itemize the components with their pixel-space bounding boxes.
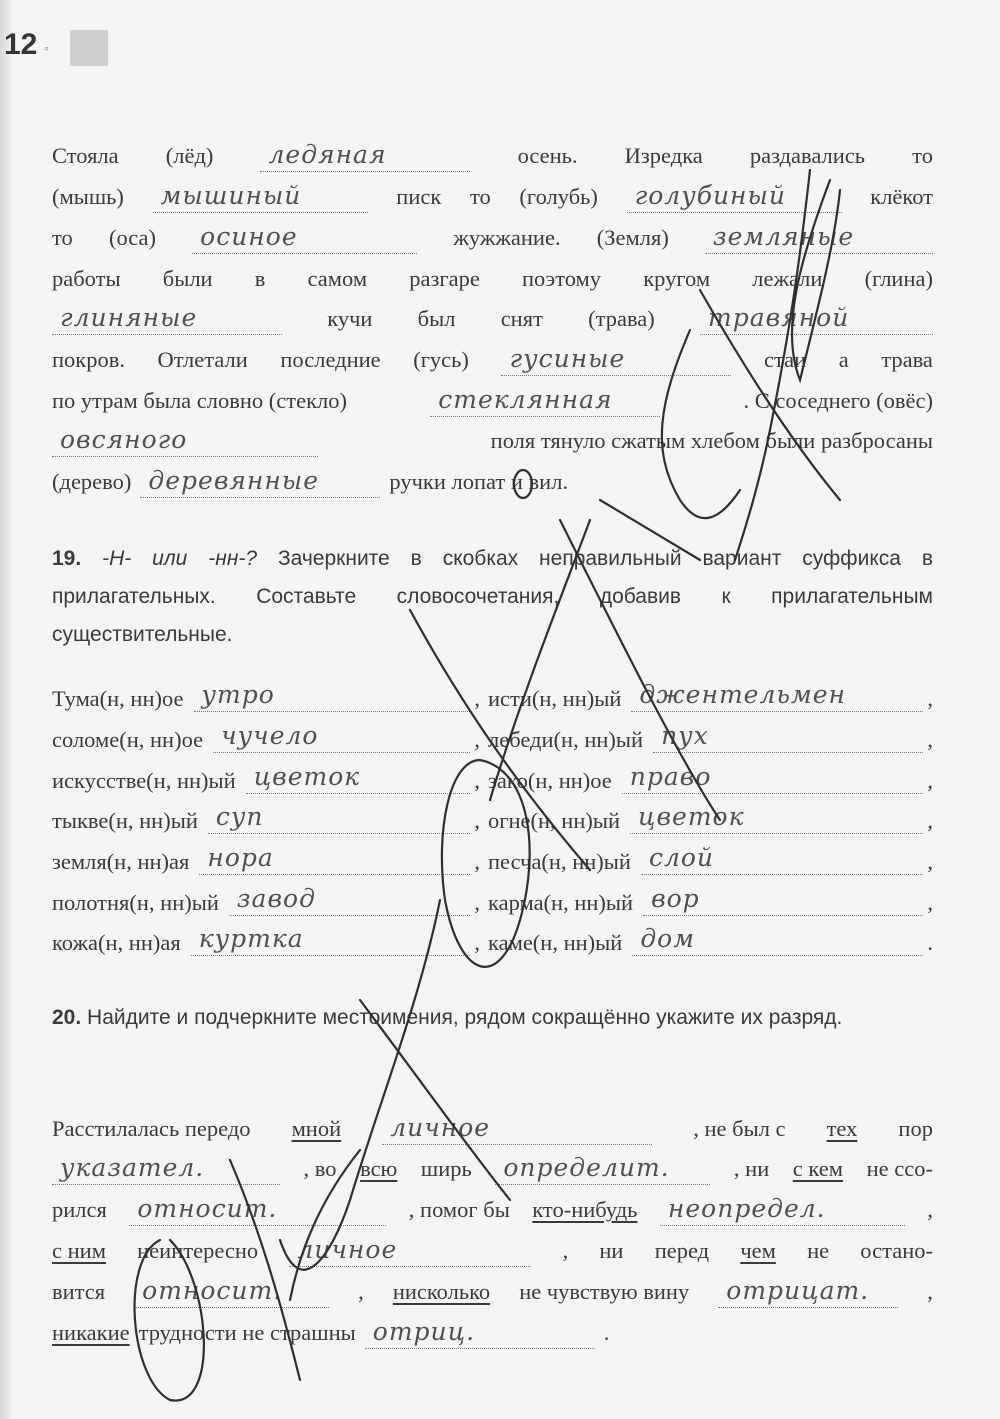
- right-item: [488, 924, 933, 956]
- text-line: [52, 1153, 933, 1185]
- text-line: [52, 1317, 933, 1349]
- answer-blank[interactable]: [260, 140, 470, 172]
- adjective-with-suffix-choice[interactable]: искусстве(н, нн)ый: [52, 768, 236, 793]
- punctuation: ,: [927, 686, 933, 711]
- punctuation: ,: [927, 890, 933, 915]
- answer-blank[interactable]: [194, 680, 471, 712]
- printed-text: , не был с: [693, 1116, 786, 1141]
- text-line: [52, 1113, 933, 1145]
- answer-blank[interactable]: [134, 1276, 329, 1308]
- answer-blank[interactable]: [52, 1153, 280, 1185]
- punctuation: ,: [474, 849, 480, 874]
- printed-text: Изредка: [624, 143, 703, 168]
- word-row: [52, 762, 933, 794]
- printed-text: стаи: [764, 347, 807, 372]
- handwritten-answer: отриц.: [372, 1317, 476, 1346]
- printed-text: последние: [280, 347, 381, 372]
- exercise-20-task: [52, 999, 933, 1037]
- left-item: [52, 721, 480, 753]
- punctuation: .: [927, 930, 933, 955]
- word-row: [52, 843, 933, 875]
- left-item: [52, 924, 480, 956]
- left-item: [52, 680, 480, 712]
- handwritten-answer: земляные: [712, 222, 855, 251]
- corner-tab: [70, 30, 108, 66]
- printed-text: (трава): [588, 306, 655, 331]
- handwritten-answer: утро: [201, 680, 275, 709]
- answer-blank[interactable]: [129, 1194, 386, 1226]
- punctuation: ,: [474, 890, 480, 915]
- printed-text: (оса): [108, 225, 156, 250]
- printed-text: кругом: [643, 266, 711, 291]
- handwritten-answer: указател.: [60, 1153, 205, 1182]
- handwritten-answer: отрицат.: [726, 1276, 870, 1305]
- answer-blank[interactable]: [660, 1194, 905, 1226]
- printed-text: кучи: [327, 306, 373, 331]
- printed-text: ,: [562, 1238, 569, 1263]
- handwritten-answer: личное: [297, 1235, 398, 1264]
- printed-text: (мышь): [52, 184, 124, 209]
- printed-text: снят: [500, 306, 543, 331]
- printed-text: не: [807, 1238, 830, 1263]
- adjective-with-suffix-choice[interactable]: исти(н, нн)ый: [488, 686, 622, 711]
- adjective-with-suffix-choice[interactable]: лебеди(н, нн)ый: [488, 727, 644, 752]
- left-item: [52, 843, 480, 875]
- handwritten-answer: право: [629, 762, 712, 791]
- printed-text: поля тянуло сжатым хлебом были разбросаны: [490, 428, 933, 453]
- text-line: [52, 303, 933, 335]
- word-row: [52, 680, 933, 712]
- exercise-number: 20.: [52, 1006, 82, 1029]
- answer-blank[interactable]: [289, 1235, 531, 1267]
- word-row: [52, 924, 933, 956]
- printed-text: (Земля): [596, 225, 669, 250]
- handwritten-answer: глиняные: [60, 303, 198, 332]
- underlined-pronoun: кто-нибудь: [532, 1197, 638, 1222]
- handwritten-answer: личное: [390, 1113, 491, 1142]
- printed-text: самом: [307, 266, 368, 291]
- text-line: [52, 222, 933, 254]
- adjective-with-suffix-choice[interactable]: Тума(н, нн)ое: [52, 686, 184, 711]
- answer-blank[interactable]: [705, 222, 933, 254]
- printed-text: (дерево): [52, 469, 132, 494]
- underlined-pronoun: чем: [740, 1238, 776, 1263]
- printed-text: был: [417, 306, 456, 331]
- printed-text: ширь: [420, 1156, 472, 1181]
- punctuation: ,: [927, 849, 933, 874]
- page-number: 12: [4, 28, 38, 61]
- printed-text: .: [603, 1320, 610, 1345]
- adjective-with-suffix-choice[interactable]: кожа(н, нн)ая: [52, 930, 181, 955]
- underlined-pronoun: с ним: [52, 1238, 106, 1263]
- word-row: [52, 721, 933, 753]
- answer-blank[interactable]: [653, 721, 923, 753]
- punctuation: ,: [474, 930, 480, 955]
- printed-text: поэтому: [521, 266, 602, 291]
- printed-text: (глина): [864, 266, 933, 291]
- handwritten-answer: мышиный: [160, 181, 302, 210]
- printed-text: Отлетали: [157, 347, 248, 372]
- handwritten-answer: стеклянная: [438, 385, 613, 414]
- printed-text: (гусь): [413, 347, 469, 372]
- printed-text: трава: [881, 347, 933, 372]
- printed-text: остано-: [860, 1238, 933, 1263]
- right-item: [488, 680, 933, 712]
- exercise-instructions: Зачеркните в скобках неправильный вариант суффикса в прилагательных. Составьте словосочетания, добавив к прилагательным существительные.: [52, 547, 933, 646]
- answer-blank[interactable]: [52, 303, 282, 335]
- printed-text: а: [838, 347, 849, 372]
- word-row: [52, 802, 933, 834]
- adjective-with-suffix-choice[interactable]: земля(н, нн)ая: [52, 849, 190, 874]
- right-item: [488, 802, 933, 834]
- text-line: [52, 1194, 933, 1226]
- answer-blank[interactable]: [501, 344, 731, 376]
- exercise-title: -Н- или -нн-?: [102, 547, 258, 570]
- handwritten-answer: вор: [651, 884, 700, 913]
- answer-blank[interactable]: [199, 843, 470, 875]
- answer-blank[interactable]: [630, 802, 923, 834]
- exercise-number: 19.: [52, 547, 82, 570]
- printed-text: работы: [52, 266, 121, 291]
- answer-blank[interactable]: [631, 680, 923, 712]
- text-line: [52, 140, 933, 172]
- printed-text: рился: [52, 1197, 107, 1222]
- handwritten-answer: куртка: [198, 924, 304, 953]
- text-line: [52, 181, 933, 213]
- text-line: [52, 425, 933, 457]
- answer-blank[interactable]: [641, 843, 923, 875]
- answer-blank[interactable]: [627, 181, 842, 213]
- answer-blank[interactable]: [213, 721, 470, 753]
- adjective-with-suffix-choice[interactable]: каме(н, нн)ый: [488, 930, 623, 955]
- handwritten-answer: цветок: [253, 762, 361, 791]
- underlined-pronoun: никакие: [52, 1320, 130, 1345]
- printed-text: пор: [898, 1116, 933, 1141]
- printed-text: , во: [303, 1156, 337, 1181]
- answer-blank[interactable]: [495, 1153, 710, 1185]
- answer-blank[interactable]: [153, 181, 368, 213]
- handwritten-answer: относит.: [137, 1194, 278, 1223]
- adjective-with-suffix-choice[interactable]: тыкве(н, нн)ый: [52, 808, 198, 833]
- printed-text: ручки лопат и вил.: [389, 469, 569, 494]
- answer-blank[interactable]: [229, 884, 470, 916]
- printed-text: покров.: [52, 347, 125, 372]
- adjective-with-suffix-choice[interactable]: огне(н, нн)ый: [488, 808, 621, 833]
- underlined-pronoun: мной: [291, 1116, 342, 1141]
- handwritten-answer: неопредел.: [667, 1194, 826, 1223]
- text-line: [52, 466, 933, 498]
- printed-text: , помог бы: [408, 1197, 510, 1222]
- printed-text: то: [912, 143, 933, 168]
- answer-blank[interactable]: [643, 884, 923, 916]
- printed-text: то: [469, 184, 491, 209]
- handwritten-answer: гусиные: [509, 344, 626, 373]
- printed-text: не чувствую вину: [519, 1279, 690, 1304]
- printed-text: Стояла: [52, 143, 119, 168]
- printed-text: осень.: [517, 143, 578, 168]
- handwritten-answer: голубиный: [634, 181, 786, 210]
- handwritten-answer: нора: [207, 843, 274, 872]
- adjective-with-suffix-choice[interactable]: песча(н, нн)ый: [488, 849, 631, 874]
- right-item: [488, 843, 933, 875]
- handwritten-answer: слой: [648, 843, 715, 872]
- handwritten-answer: завод: [236, 884, 316, 913]
- handwritten-answer: пух: [661, 721, 709, 750]
- punctuation: ,: [927, 808, 933, 833]
- right-item: [488, 721, 933, 753]
- answer-blank[interactable]: [191, 924, 471, 956]
- printed-text: по утрам была словно (стекло): [52, 388, 347, 413]
- printed-text: Расстилалась передо: [52, 1116, 251, 1141]
- adjective-with-suffix-choice[interactable]: зако(н, нн)ое: [488, 768, 612, 793]
- punctuation: ,: [474, 808, 480, 833]
- answer-blank[interactable]: [208, 802, 470, 834]
- printed-text: писк: [396, 184, 442, 209]
- answer-blank[interactable]: [430, 385, 660, 417]
- answer-blank[interactable]: [365, 1317, 595, 1349]
- printed-text: , ни: [733, 1156, 770, 1181]
- answer-blank[interactable]: [246, 762, 471, 794]
- printed-text: в: [254, 266, 266, 291]
- word-row: [52, 884, 933, 916]
- answer-blank[interactable]: [140, 466, 380, 498]
- answer-blank[interactable]: [700, 303, 933, 335]
- handwritten-answer: джентельмен: [639, 680, 846, 709]
- printed-text: раздавались: [749, 143, 866, 168]
- handwritten-answer: овсяного: [60, 425, 188, 454]
- adjective-with-suffix-choice[interactable]: соломе(н, нн)ое: [52, 727, 204, 752]
- answer-blank[interactable]: [622, 762, 924, 794]
- printed-text: неинтересно: [137, 1238, 259, 1263]
- handwritten-answer: травяной: [708, 303, 850, 332]
- printed-text: были: [162, 266, 213, 291]
- page-edge: [0, 0, 12, 1419]
- printed-text: жужжание.: [453, 225, 561, 250]
- printed-text: . С соседнего (овёс): [743, 388, 933, 413]
- answer-blank[interactable]: [192, 222, 417, 254]
- printed-text: трудности не страшны: [138, 1320, 356, 1345]
- right-item: [488, 884, 933, 916]
- underlined-pronoun: всю: [360, 1156, 398, 1181]
- text-line: [52, 263, 933, 295]
- handwritten-answer: чучело: [221, 721, 319, 750]
- text-line: [52, 344, 933, 376]
- punctuation: ,: [474, 768, 480, 793]
- answer-blank[interactable]: [718, 1276, 898, 1308]
- punctuation: ,: [927, 727, 933, 752]
- page-mark: ◦: [44, 40, 49, 56]
- adjective-with-suffix-choice[interactable]: полотня(н, нн)ый: [52, 890, 219, 915]
- text-line: [52, 1235, 933, 1267]
- printed-text: ни: [599, 1238, 624, 1263]
- handwritten-answer: цветок: [638, 802, 745, 831]
- printed-text: клёкот: [870, 184, 933, 209]
- text-line: [52, 385, 933, 417]
- printed-text: ,: [358, 1279, 364, 1304]
- left-item: [52, 802, 480, 834]
- exercise-instructions: Найдите и подчеркните местоимения, рядом сокращённо укажите их разряд.: [87, 1006, 843, 1029]
- answer-blank[interactable]: [52, 425, 318, 457]
- punctuation: ,: [474, 686, 480, 711]
- text-line: [52, 1276, 933, 1308]
- printed-text: перед: [654, 1238, 710, 1263]
- handwritten-answer: деревянные: [148, 466, 320, 495]
- printed-text: лежали: [752, 266, 823, 291]
- answer-blank[interactable]: [632, 924, 923, 956]
- handwritten-answer: суп: [215, 802, 264, 831]
- handwritten-answer: ледяная: [268, 140, 387, 169]
- printed-text: то: [52, 225, 73, 250]
- adjective-with-suffix-choice[interactable]: карма(н, нн)ый: [488, 890, 634, 915]
- underlined-pronoun: нисколько: [392, 1279, 491, 1304]
- left-item: [52, 884, 480, 916]
- underlined-pronoun: тех: [826, 1116, 858, 1141]
- printed-text: ,: [927, 1197, 933, 1222]
- answer-blank[interactable]: [382, 1113, 652, 1145]
- printed-text: разгаре: [409, 266, 480, 291]
- handwritten-answer: определит.: [503, 1153, 670, 1182]
- printed-text: ,: [927, 1279, 933, 1304]
- printed-text: (голубь): [519, 184, 598, 209]
- handwritten-answer: осиное: [200, 222, 298, 251]
- right-item: [488, 762, 933, 794]
- handwritten-answer: дом: [640, 924, 695, 953]
- handwritten-answer: относит.: [142, 1276, 283, 1305]
- punctuation: ,: [474, 727, 480, 752]
- left-item: [52, 762, 480, 794]
- printed-text: не ссо-: [866, 1156, 933, 1181]
- printed-text: (лёд): [165, 143, 214, 168]
- punctuation: ,: [927, 768, 933, 793]
- printed-text: вится: [52, 1279, 106, 1304]
- underlined-pronoun: с кем: [792, 1156, 844, 1181]
- exercise-19-task: [52, 540, 933, 654]
